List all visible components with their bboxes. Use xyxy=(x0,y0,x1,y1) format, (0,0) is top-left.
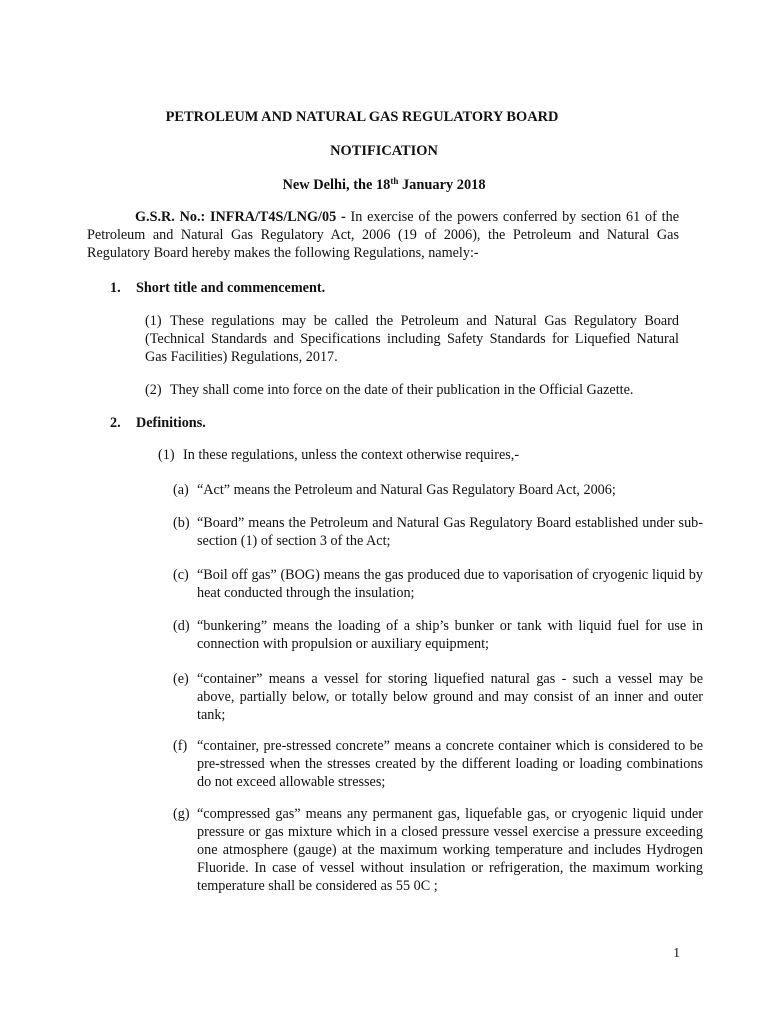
section-title: Short title and commencement. xyxy=(136,280,326,296)
subsection-marker: (1) xyxy=(158,447,175,463)
definition-item-e xyxy=(173,670,703,724)
preamble-text: In exercise of the powers conferred by section 61 of the Petroleum and Natural Gas Regulatory Act, 2006 (19 of 2006), the Petroleum and Natural Gas Regulatory Board hereby makes the following Regulations, namely:- xyxy=(87,209,679,261)
date-prefix: New Delhi, the 18 xyxy=(282,177,391,193)
section-number: 2. xyxy=(110,415,121,431)
definition-text: “bunkering” means the loading of a ship’s bunker or tank with liquid fuel for use in connection with propulsion or auxiliary equipment; xyxy=(197,618,703,652)
definition-text: “Boil off gas” (BOG) means the gas produced due to vaporisation of cryogenic liquid by heat conducted through the insulation; xyxy=(197,567,703,601)
definition-marker: (g) xyxy=(173,806,190,822)
date-suffix: th xyxy=(390,176,399,186)
page-number: 1 xyxy=(673,945,680,960)
definition-marker: (b) xyxy=(173,515,190,531)
definition-marker: (a) xyxy=(173,482,189,498)
definition-marker: (f) xyxy=(173,738,188,754)
section-heading-definitions xyxy=(110,414,206,432)
definition-item-g xyxy=(173,805,703,895)
subsection-1-1 xyxy=(145,312,679,366)
definition-item-f xyxy=(173,737,703,791)
subsection-1-2 xyxy=(145,381,679,399)
date-rest: January 2018 xyxy=(398,177,486,193)
section-number: 1. xyxy=(110,280,121,296)
definition-text: “container, pre-stressed concrete” means a concrete container which is considered to be pre-stressed when the stresses created by the different loading or loading combinations do not exceed allowable stresses; xyxy=(197,738,703,790)
subsection-marker: (2) xyxy=(145,382,162,398)
definition-text: “Board” means the Petroleum and Natural Gas Regulatory Board established under sub-section (1) of section 3 of the Act; xyxy=(197,515,703,549)
notification-title: NOTIFICATION xyxy=(330,143,438,159)
definition-marker: (e) xyxy=(173,671,189,687)
board-title: PETROLEUM AND NATURAL GAS REGULATORY BOARD xyxy=(165,109,559,125)
subsection-text: These regulations may be called the Petroleum and Natural Gas Regulatory Board (Technical Standards and Specifications including Safety Standards for Liquefied Natural Gas Facilities) Regulations, 2017. xyxy=(145,313,679,365)
date-line xyxy=(0,176,768,194)
subsection-text: They shall come into force on the date of their publication in the Official Gazette. xyxy=(170,382,634,398)
preamble-paragraph xyxy=(87,208,679,262)
subsection-2-1 xyxy=(158,446,692,464)
definition-item-c xyxy=(173,566,703,602)
definition-marker: (c) xyxy=(173,567,189,583)
definition-marker: (d) xyxy=(173,618,190,634)
definition-item-d xyxy=(173,617,703,653)
definition-item-b xyxy=(173,514,703,550)
subsection-marker: (1) xyxy=(145,313,162,329)
definition-text: “Act” means the Petroleum and Natural Gas Regulatory Board Act, 2006; xyxy=(197,482,616,498)
definition-text: “compressed gas” means any permanent gas, liquefable gas, or cryogenic liquid under pressure or gas mixture which in a closed pressure vessel exercise a pressure exceeding one atmosphere (gauge) at the maximum working temperature and includes Hydrogen Fluoride. In case of vessel without insulation or refrigeration, the maximum working temperature shall be considered as 55 0C ; xyxy=(197,806,703,894)
definition-item-a xyxy=(173,481,703,499)
section-title: Definitions. xyxy=(136,415,206,431)
section-heading-short-title xyxy=(110,279,325,297)
definition-text: “container” means a vessel for storing liquefied natural gas - such a vessel may be above, partially below, or totally below ground and may consist of an inner and outer tank; xyxy=(197,671,703,723)
subsection-text: In these regulations, unless the context otherwise requires,- xyxy=(183,447,520,463)
gsr-number: G.S.R. No.: INFRA/T4S/LNG/05 - xyxy=(135,209,346,225)
